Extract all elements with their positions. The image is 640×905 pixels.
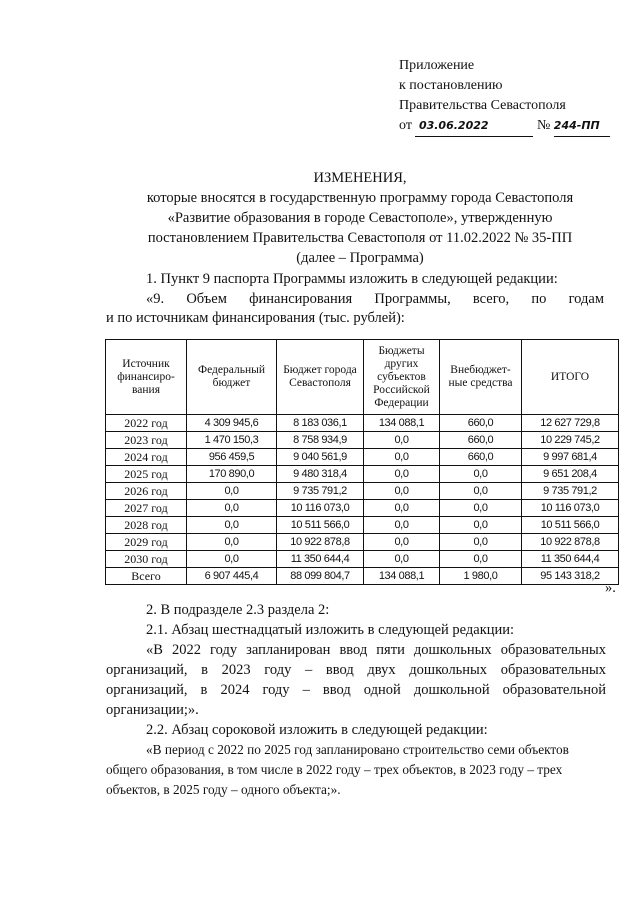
table-cell: 9 735 791,2 — [277, 483, 364, 500]
table-row — [106, 483, 619, 500]
table-cell: 0,0 — [364, 483, 440, 500]
table-cell: 0,0 — [440, 551, 522, 568]
date-prefix: от — [399, 118, 412, 133]
header-other-subjects: Бюджеты других субъектов Российской Федерации — [364, 340, 440, 415]
item2-2-quote-line-3: объектов, в 2025 году – одного объекта;». — [106, 782, 341, 797]
item2-1-line: 2.1. Абзац шестнадцатый изложить в следующей редакции: — [146, 622, 515, 638]
table-cell: 0,0 — [364, 449, 440, 466]
table-cell: 0,0 — [440, 483, 522, 500]
appendix-line-1: Приложение — [399, 58, 475, 73]
table-cell: 12 627 729,8 — [522, 415, 619, 432]
table-cell: 2029 год — [106, 534, 187, 551]
table-total-row — [106, 568, 619, 585]
table-cell: 0,0 — [187, 483, 277, 500]
table-cell: 0,0 — [440, 534, 522, 551]
header-city: Бюджет города Севастополя — [277, 340, 364, 415]
table-cell: 660,0 — [440, 415, 522, 432]
table-cell: 134 088,1 — [364, 415, 440, 432]
table-cell: 9 735 791,2 — [522, 483, 619, 500]
table-cell: 10 116 073,0 — [277, 500, 364, 517]
number-prefix: № — [536, 118, 551, 133]
table-row — [106, 500, 619, 517]
table-cell: 0,0 — [364, 551, 440, 568]
item2-line-1: 2. В подразделе 2.3 раздела 2: — [146, 602, 330, 618]
table-row — [106, 466, 619, 483]
appendix-line-3: Правительства Севастополя — [399, 98, 566, 113]
title-heading: ИЗМЕНЕНИЯ, — [313, 170, 407, 186]
table-cell: 1 980,0 — [440, 568, 522, 585]
item1-line-1: 1. Пункт 9 паспорта Программы изложить в следующей редакции: — [146, 271, 558, 287]
header-extrabudgetary: Внебюджет-ные средства — [440, 340, 522, 415]
table-cell: 9 997 681,4 — [522, 449, 619, 466]
table-cell: 2024 год — [106, 449, 187, 466]
item2-1-quote-line-4: организации;». — [106, 702, 199, 718]
table-row — [106, 432, 619, 449]
table-cell: 134 088,1 — [364, 568, 440, 585]
item1-line-3: и по источникам финансирования (тыс. рублей): — [106, 310, 405, 326]
number-field — [554, 116, 610, 137]
header-source: Источник финансиро-вания — [106, 340, 187, 415]
table-cell: 9 651 208,4 — [522, 466, 619, 483]
table-cell: 2030 год — [106, 551, 187, 568]
table-cell: 0,0 — [364, 500, 440, 517]
table-cell: 10 511 566,0 — [277, 517, 364, 534]
document-title — [100, 168, 620, 268]
table-cell: 10 229 745,2 — [522, 432, 619, 449]
item2-1-quote-line-3: организаций, в 2024 году – ввод одной дошкольной образовательной — [106, 682, 606, 698]
item2-2-line: 2.2. Абзац сороковой изложить в следующей редакции: — [146, 722, 488, 738]
item1-line-2: «9. Объем финансирования Программы, всего, по годам — [146, 291, 604, 307]
appendix-date-line — [399, 116, 610, 137]
table-cell: 88 099 804,7 — [277, 568, 364, 585]
table-cell: 9 040 561,9 — [277, 449, 364, 466]
table-cell: 2022 год — [106, 415, 187, 432]
date-value: 03.06.2022 — [418, 119, 489, 132]
title-line-4: (далее – Программа) — [296, 250, 424, 266]
table-cell: 10 922 878,8 — [277, 534, 364, 551]
table-closing-quote: ». — [605, 580, 616, 596]
table-cell: 2023 год — [106, 432, 187, 449]
table-row — [106, 551, 619, 568]
item2-1-quote-line-2: организаций, в 2023 году – ввод двух дошкольных образовательных — [106, 662, 606, 678]
table-cell: 10 922 878,8 — [522, 534, 619, 551]
table-row — [106, 449, 619, 466]
table-cell: 2028 год — [106, 517, 187, 534]
table-cell: 6 907 445,4 — [187, 568, 277, 585]
table-cell: Всего — [106, 568, 187, 585]
table-cell: 956 459,5 — [187, 449, 277, 466]
header-total: ИТОГО — [522, 340, 619, 415]
table-cell: 0,0 — [364, 466, 440, 483]
table-cell: 2027 год — [106, 500, 187, 517]
date-field — [415, 116, 533, 137]
title-line-3: постановлением Правительства Севастополя от 11.02.2022 № 35-ПП — [147, 230, 573, 246]
table-row — [106, 517, 619, 534]
table-cell: 0,0 — [187, 500, 277, 517]
table-cell: 0,0 — [187, 517, 277, 534]
table-header-row — [106, 340, 619, 415]
appendix-line-2: к постановлению — [399, 78, 503, 93]
table-cell: 0,0 — [187, 534, 277, 551]
table-cell: 2026 год — [106, 483, 187, 500]
table-cell: 4 309 945,6 — [187, 415, 277, 432]
financing-table — [105, 339, 619, 585]
table-cell: 0,0 — [440, 517, 522, 534]
item2-1-quote-line-1: «В 2022 году запланирован ввод пяти дошкольных образовательных — [146, 642, 606, 658]
table-cell: 0,0 — [364, 534, 440, 551]
table-cell: 0,0 — [364, 432, 440, 449]
header-federal: Федеральный бюджет — [187, 340, 277, 415]
table-cell: 660,0 — [440, 449, 522, 466]
table-row — [106, 534, 619, 551]
number-value: 244-ПП — [553, 119, 600, 132]
table-cell: 0,0 — [364, 517, 440, 534]
table-cell: 0,0 — [440, 500, 522, 517]
table-cell: 11 350 644,4 — [277, 551, 364, 568]
table-cell: 1 470 150,3 — [187, 432, 277, 449]
title-line-2: «Развитие образования в городе Севастополе», утвержденную — [167, 210, 553, 226]
table-cell: 0,0 — [440, 466, 522, 483]
table-cell: 11 350 644,4 — [522, 551, 619, 568]
table-cell: 660,0 — [440, 432, 522, 449]
table-cell: 10 116 073,0 — [522, 500, 619, 517]
title-line-1: которые вносятся в государственную программу города Севастополя — [146, 190, 574, 206]
table-cell: 0,0 — [187, 551, 277, 568]
item2-2-quote-line-1: «В период с 2022 по 2025 год запланировано строительство семи объектов — [146, 742, 569, 757]
appendix-block — [399, 56, 610, 137]
table-row — [106, 415, 619, 432]
table-cell: 170 890,0 — [187, 466, 277, 483]
table-cell: 95 143 318,2 — [522, 568, 619, 585]
table-cell: 8 758 934,9 — [277, 432, 364, 449]
table-cell: 8 183 036,1 — [277, 415, 364, 432]
table-cell: 2025 год — [106, 466, 187, 483]
table-cell: 10 511 566,0 — [522, 517, 619, 534]
item2-2-quote-line-2: общего образования, в том числе в 2022 году – трех объектов, в 2023 году – трех — [106, 762, 563, 777]
table-cell: 9 480 318,4 — [277, 466, 364, 483]
